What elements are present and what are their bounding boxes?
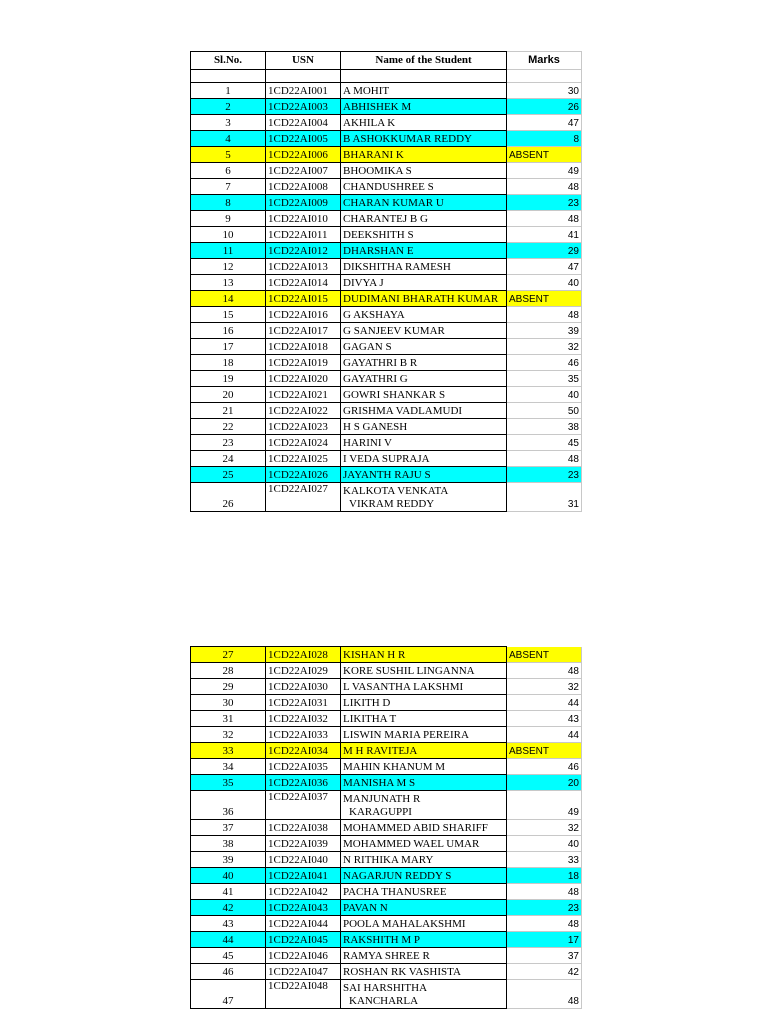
table-row bbox=[191, 259, 582, 275]
table-row bbox=[191, 291, 582, 307]
student-name-cell bbox=[341, 83, 507, 99]
slno-cell: 13 bbox=[191, 275, 266, 291]
marks-cell: 23 bbox=[507, 195, 582, 211]
header-usn: USN bbox=[266, 52, 341, 70]
slno-cell: 43 bbox=[191, 916, 266, 932]
marks-cell: 35 bbox=[507, 371, 582, 387]
student-name-cell bbox=[341, 791, 507, 820]
student-name: PAVAN N bbox=[343, 902, 388, 914]
usn-cell: 1CD22AI016 bbox=[266, 307, 341, 323]
slno-cell: 6 bbox=[191, 163, 266, 179]
slno-cell: 14 bbox=[191, 291, 266, 307]
table-row bbox=[191, 483, 582, 512]
student-name: I VEDA SUPRAJA bbox=[343, 453, 430, 465]
student-name-line2: KARAGUPPI bbox=[349, 806, 412, 818]
usn-cell: 1CD22AI037 bbox=[266, 791, 341, 820]
usn-cell: 1CD22AI005 bbox=[266, 131, 341, 147]
header-marks: Marks bbox=[507, 52, 582, 70]
student-name-cell bbox=[341, 964, 507, 980]
usn-cell: 1CD22AI001 bbox=[266, 83, 341, 99]
usn-cell: 1CD22AI038 bbox=[266, 820, 341, 836]
slno-cell: 23 bbox=[191, 435, 266, 451]
table-row bbox=[191, 948, 582, 964]
student-name-cell bbox=[341, 483, 507, 512]
student-name-cell bbox=[341, 291, 507, 307]
student-name: GOWRI SHANKAR S bbox=[343, 389, 446, 401]
slno-cell: 18 bbox=[191, 355, 266, 371]
table-row bbox=[191, 211, 582, 227]
student-name-cell bbox=[341, 147, 507, 163]
usn-cell: 1CD22AI032 bbox=[266, 711, 341, 727]
header-name: Name of the Student bbox=[341, 52, 507, 70]
marks-cell: ABSENT bbox=[507, 291, 582, 307]
student-name-line2: KANCHARLA bbox=[349, 995, 419, 1007]
marks-cell: 48 bbox=[507, 980, 582, 1009]
table-row bbox=[191, 467, 582, 483]
student-name-cell bbox=[341, 355, 507, 371]
student-name: GAGAN S bbox=[343, 341, 392, 353]
table-row bbox=[191, 339, 582, 355]
table-row bbox=[191, 679, 582, 695]
slno-cell: 45 bbox=[191, 948, 266, 964]
student-name-cell bbox=[341, 836, 507, 852]
table-row bbox=[191, 419, 582, 435]
table-row bbox=[191, 131, 582, 147]
usn-cell: 1CD22AI011 bbox=[266, 227, 341, 243]
slno-cell: 42 bbox=[191, 900, 266, 916]
student-name: KORE SUSHIL LINGANNA bbox=[343, 665, 475, 677]
table-row bbox=[191, 179, 582, 195]
marks-cell: 23 bbox=[507, 467, 582, 483]
student-name: DHARSHAN E bbox=[343, 245, 414, 257]
table-row bbox=[191, 99, 582, 115]
student-name-cell bbox=[341, 387, 507, 403]
student-name: BHOOMIKA S bbox=[343, 165, 412, 177]
table-row bbox=[191, 820, 582, 836]
student-name: POOLA MAHALAKSHMI bbox=[343, 918, 466, 930]
usn-cell: 1CD22AI010 bbox=[266, 211, 341, 227]
table-row bbox=[191, 371, 582, 387]
usn-cell: 1CD22AI012 bbox=[266, 243, 341, 259]
student-name: DUDIMANI BHARATH KUMAR bbox=[343, 293, 499, 305]
marks-cell: 42 bbox=[507, 964, 582, 980]
slno-cell: 4 bbox=[191, 131, 266, 147]
student-name: MANISHA M S bbox=[343, 777, 416, 789]
table-row bbox=[191, 980, 582, 1009]
student-name-line2: VIKRAM REDDY bbox=[349, 498, 435, 510]
slno-cell: 22 bbox=[191, 419, 266, 435]
marks-cell: 41 bbox=[507, 227, 582, 243]
student-name-cell bbox=[341, 663, 507, 679]
student-name-cell bbox=[341, 868, 507, 884]
slno-cell: 31 bbox=[191, 711, 266, 727]
slno-cell: 44 bbox=[191, 932, 266, 948]
marks-cell: 40 bbox=[507, 387, 582, 403]
usn-cell: 1CD22AI021 bbox=[266, 387, 341, 403]
student-name: MOHAMMED ABID SHARIFF bbox=[343, 822, 488, 834]
slno-cell: 46 bbox=[191, 964, 266, 980]
slno-cell: 41 bbox=[191, 884, 266, 900]
marks-cell: 33 bbox=[507, 852, 582, 868]
marks-cell: 18 bbox=[507, 868, 582, 884]
student-name-cell bbox=[341, 339, 507, 355]
marks-cell: 31 bbox=[507, 483, 582, 512]
slno-cell: 8 bbox=[191, 195, 266, 211]
marks-cell: 48 bbox=[507, 451, 582, 467]
slno-cell: 29 bbox=[191, 679, 266, 695]
usn-cell: 1CD22AI003 bbox=[266, 99, 341, 115]
student-name: GRISHMA VADLAMUDI bbox=[343, 405, 463, 417]
table-row bbox=[191, 195, 582, 211]
student-name-cell bbox=[341, 371, 507, 387]
usn-cell: 1CD22AI015 bbox=[266, 291, 341, 307]
table-row bbox=[191, 115, 582, 131]
slno-cell: 15 bbox=[191, 307, 266, 323]
student-name: L VASANTHA LAKSHMI bbox=[343, 681, 464, 693]
marks-cell: 17 bbox=[507, 932, 582, 948]
table-row bbox=[191, 759, 582, 775]
usn-cell: 1CD22AI022 bbox=[266, 403, 341, 419]
marks-cell: 48 bbox=[507, 179, 582, 195]
marks-cell: 32 bbox=[507, 820, 582, 836]
table-row bbox=[191, 663, 582, 679]
student-name-cell bbox=[341, 759, 507, 775]
student-name-cell bbox=[341, 163, 507, 179]
student-name: KISHAN H R bbox=[343, 649, 406, 661]
student-name: H S GANESH bbox=[343, 421, 408, 433]
student-name-cell bbox=[341, 647, 507, 663]
table-row bbox=[191, 403, 582, 419]
marks-cell: 47 bbox=[507, 115, 582, 131]
usn-cell: 1CD22AI020 bbox=[266, 371, 341, 387]
slno-cell: 19 bbox=[191, 371, 266, 387]
student-name: BHARANI K bbox=[343, 149, 404, 161]
marks-cell: 49 bbox=[507, 163, 582, 179]
student-name-cell bbox=[341, 900, 507, 916]
slno-cell: 12 bbox=[191, 259, 266, 275]
table-row bbox=[191, 83, 582, 99]
table-2-rows bbox=[191, 647, 582, 1009]
marks-cell: 32 bbox=[507, 679, 582, 695]
header-row bbox=[191, 52, 582, 70]
marks-cell: 37 bbox=[507, 948, 582, 964]
table-row bbox=[191, 916, 582, 932]
student-name-cell bbox=[341, 211, 507, 227]
table-row bbox=[191, 727, 582, 743]
marks-cell: 40 bbox=[507, 275, 582, 291]
table-row bbox=[191, 355, 582, 371]
student-name: MAHIN KHANUM M bbox=[343, 761, 446, 773]
slno-cell: 32 bbox=[191, 727, 266, 743]
student-name: SAI HARSHITHA bbox=[343, 982, 428, 994]
student-name-cell bbox=[341, 695, 507, 711]
slno-cell: 11 bbox=[191, 243, 266, 259]
usn-cell: 1CD22AI024 bbox=[266, 435, 341, 451]
usn-cell: 1CD22AI040 bbox=[266, 852, 341, 868]
marks-cell: 20 bbox=[507, 775, 582, 791]
marks-cell: 32 bbox=[507, 339, 582, 355]
student-name-cell bbox=[341, 451, 507, 467]
student-name-cell bbox=[341, 131, 507, 147]
marks-cell: 48 bbox=[507, 916, 582, 932]
student-name: MOHAMMED WAEL UMAR bbox=[343, 838, 480, 850]
slno-cell: 3 bbox=[191, 115, 266, 131]
usn-cell: 1CD22AI046 bbox=[266, 948, 341, 964]
student-name-cell bbox=[341, 227, 507, 243]
slno-cell: 20 bbox=[191, 387, 266, 403]
student-name-cell bbox=[341, 275, 507, 291]
marks-cell: 45 bbox=[507, 435, 582, 451]
table-row bbox=[191, 964, 582, 980]
marks-cell: ABSENT bbox=[507, 147, 582, 163]
usn-cell: 1CD22AI019 bbox=[266, 355, 341, 371]
table-row bbox=[191, 791, 582, 820]
student-name-cell bbox=[341, 932, 507, 948]
table-row bbox=[191, 900, 582, 916]
student-name: CHANDUSHREE S bbox=[343, 181, 434, 193]
usn-cell: 1CD22AI017 bbox=[266, 323, 341, 339]
student-name: A MOHIT bbox=[343, 85, 390, 97]
usn-cell: 1CD22AI014 bbox=[266, 275, 341, 291]
usn-cell: 1CD22AI045 bbox=[266, 932, 341, 948]
table-row bbox=[191, 852, 582, 868]
slno-cell: 37 bbox=[191, 820, 266, 836]
usn-cell: 1CD22AI047 bbox=[266, 964, 341, 980]
student-name-cell bbox=[341, 435, 507, 451]
usn-cell: 1CD22AI033 bbox=[266, 727, 341, 743]
table-row bbox=[191, 387, 582, 403]
marks-cell: 48 bbox=[507, 663, 582, 679]
slno-cell: 30 bbox=[191, 695, 266, 711]
usn-cell: 1CD22AI008 bbox=[266, 179, 341, 195]
table-row bbox=[191, 932, 582, 948]
student-name: CHARAN KUMAR U bbox=[343, 197, 444, 209]
slno-cell: 38 bbox=[191, 836, 266, 852]
student-name-cell bbox=[341, 820, 507, 836]
student-name-cell bbox=[341, 99, 507, 115]
marks-cell: 46 bbox=[507, 355, 582, 371]
usn-cell: 1CD22AI025 bbox=[266, 451, 341, 467]
table-row bbox=[191, 884, 582, 900]
student-name: RAKSHITH M P bbox=[343, 934, 421, 946]
usn-cell: 1CD22AI023 bbox=[266, 419, 341, 435]
student-name-cell bbox=[341, 711, 507, 727]
student-name-cell bbox=[341, 852, 507, 868]
student-name-cell bbox=[341, 884, 507, 900]
slno-cell: 17 bbox=[191, 339, 266, 355]
usn-cell: 1CD22AI034 bbox=[266, 743, 341, 759]
slno-cell: 26 bbox=[191, 483, 266, 512]
student-name: KALKOTA VENKATA bbox=[343, 485, 449, 497]
student-name: ABHISHEK M bbox=[343, 101, 412, 113]
table-row bbox=[191, 695, 582, 711]
student-name-cell bbox=[341, 179, 507, 195]
student-name-cell bbox=[341, 307, 507, 323]
marks-cell: 49 bbox=[507, 791, 582, 820]
table-row bbox=[191, 743, 582, 759]
student-name: GAYATHRI G bbox=[343, 373, 408, 385]
marks-cell: 29 bbox=[507, 243, 582, 259]
usn-cell: 1CD22AI048 bbox=[266, 980, 341, 1009]
table-row bbox=[191, 711, 582, 727]
student-name: LIKITH D bbox=[343, 697, 391, 709]
marks-cell: 50 bbox=[507, 403, 582, 419]
usn-cell: 1CD22AI013 bbox=[266, 259, 341, 275]
student-name: CHARANTEJ B G bbox=[343, 213, 428, 225]
usn-cell: 1CD22AI036 bbox=[266, 775, 341, 791]
slno-cell: 7 bbox=[191, 179, 266, 195]
usn-cell: 1CD22AI044 bbox=[266, 916, 341, 932]
student-name: N RITHIKA MARY bbox=[343, 854, 434, 866]
slno-cell: 24 bbox=[191, 451, 266, 467]
student-name: JAYANTH RAJU S bbox=[343, 469, 431, 481]
usn-cell: 1CD22AI028 bbox=[266, 647, 341, 663]
marks-table-2 bbox=[190, 646, 582, 1009]
marks-cell: 44 bbox=[507, 695, 582, 711]
slno-cell: 39 bbox=[191, 852, 266, 868]
slno-cell: 40 bbox=[191, 868, 266, 884]
usn-cell: 1CD22AI027 bbox=[266, 483, 341, 512]
student-name: GAYATHRI B R bbox=[343, 357, 418, 369]
marks-cell: 44 bbox=[507, 727, 582, 743]
student-name-cell bbox=[341, 403, 507, 419]
usn-cell: 1CD22AI026 bbox=[266, 467, 341, 483]
usn-cell: 1CD22AI043 bbox=[266, 900, 341, 916]
table-row bbox=[191, 647, 582, 663]
table-row bbox=[191, 868, 582, 884]
student-name-cell bbox=[341, 195, 507, 211]
marks-cell: 40 bbox=[507, 836, 582, 852]
student-name-cell bbox=[341, 948, 507, 964]
slno-cell: 47 bbox=[191, 980, 266, 1009]
student-name-cell bbox=[341, 679, 507, 695]
student-name: G AKSHAYA bbox=[343, 309, 405, 321]
student-name-cell bbox=[341, 259, 507, 275]
student-name: B ASHOKKUMAR REDDY bbox=[343, 133, 472, 145]
student-name-cell bbox=[341, 916, 507, 932]
student-name: DEEKSHITH S bbox=[343, 229, 414, 241]
marks-table-1 bbox=[190, 51, 582, 512]
usn-cell: 1CD22AI007 bbox=[266, 163, 341, 179]
student-name: HARINI V bbox=[343, 437, 392, 449]
header-slno: Sl.No. bbox=[191, 52, 266, 70]
slno-cell: 1 bbox=[191, 83, 266, 99]
student-name: MANJUNATH R bbox=[343, 793, 421, 805]
marks-cell: 48 bbox=[507, 211, 582, 227]
slno-cell: 16 bbox=[191, 323, 266, 339]
student-name: DIKSHITHA RAMESH bbox=[343, 261, 451, 273]
table-row bbox=[191, 243, 582, 259]
marks-cell: 46 bbox=[507, 759, 582, 775]
student-name: LIKITHA T bbox=[343, 713, 397, 725]
student-name: AKHILA K bbox=[343, 117, 396, 129]
usn-cell: 1CD22AI030 bbox=[266, 679, 341, 695]
marks-cell: 23 bbox=[507, 900, 582, 916]
student-name: M H RAVITEJA bbox=[343, 745, 418, 757]
table-row bbox=[191, 775, 582, 791]
slno-cell: 9 bbox=[191, 211, 266, 227]
marks-cell: 43 bbox=[507, 711, 582, 727]
marks-cell: 30 bbox=[507, 83, 582, 99]
student-name: DIVYA J bbox=[343, 277, 384, 289]
student-name: NAGARJUN REDDY S bbox=[343, 870, 452, 882]
usn-cell: 1CD22AI035 bbox=[266, 759, 341, 775]
usn-cell: 1CD22AI006 bbox=[266, 147, 341, 163]
student-name: LISWIN MARIA PEREIRA bbox=[343, 729, 469, 741]
table-row bbox=[191, 451, 582, 467]
usn-cell: 1CD22AI042 bbox=[266, 884, 341, 900]
table-1-rows bbox=[191, 83, 582, 512]
table-row bbox=[191, 323, 582, 339]
slno-cell: 28 bbox=[191, 663, 266, 679]
slno-cell: 27 bbox=[191, 647, 266, 663]
marks-cell: 47 bbox=[507, 259, 582, 275]
table-row bbox=[191, 275, 582, 291]
usn-cell: 1CD22AI018 bbox=[266, 339, 341, 355]
student-name-cell bbox=[341, 980, 507, 1009]
usn-cell: 1CD22AI041 bbox=[266, 868, 341, 884]
student-name-cell bbox=[341, 727, 507, 743]
student-name-cell bbox=[341, 323, 507, 339]
student-name-cell bbox=[341, 467, 507, 483]
slno-cell: 2 bbox=[191, 99, 266, 115]
student-name-cell bbox=[341, 243, 507, 259]
marks-cell: 39 bbox=[507, 323, 582, 339]
slno-cell: 33 bbox=[191, 743, 266, 759]
blank-row bbox=[191, 70, 582, 83]
slno-cell: 21 bbox=[191, 403, 266, 419]
marks-cell: 48 bbox=[507, 307, 582, 323]
student-name: PACHA THANUSREE bbox=[343, 886, 447, 898]
table-row bbox=[191, 227, 582, 243]
student-name-cell bbox=[341, 743, 507, 759]
marks-cell: 26 bbox=[507, 99, 582, 115]
table-row bbox=[191, 435, 582, 451]
marks-cell: 48 bbox=[507, 884, 582, 900]
marks-cell: ABSENT bbox=[507, 647, 582, 663]
student-name: ROSHAN RK VASHISTA bbox=[343, 966, 461, 978]
usn-cell: 1CD22AI004 bbox=[266, 115, 341, 131]
marks-cell: 38 bbox=[507, 419, 582, 435]
usn-cell: 1CD22AI031 bbox=[266, 695, 341, 711]
table-row bbox=[191, 307, 582, 323]
slno-cell: 35 bbox=[191, 775, 266, 791]
usn-cell: 1CD22AI009 bbox=[266, 195, 341, 211]
student-name-cell bbox=[341, 115, 507, 131]
student-name-cell bbox=[341, 419, 507, 435]
usn-cell: 1CD22AI039 bbox=[266, 836, 341, 852]
table-row bbox=[191, 147, 582, 163]
slno-cell: 25 bbox=[191, 467, 266, 483]
table-row bbox=[191, 836, 582, 852]
marks-cell: ABSENT bbox=[507, 743, 582, 759]
student-name-cell bbox=[341, 775, 507, 791]
slno-cell: 5 bbox=[191, 147, 266, 163]
marks-cell: 8 bbox=[507, 131, 582, 147]
slno-cell: 36 bbox=[191, 791, 266, 820]
slno-cell: 34 bbox=[191, 759, 266, 775]
usn-cell: 1CD22AI029 bbox=[266, 663, 341, 679]
student-name: G SANJEEV KUMAR bbox=[343, 325, 445, 337]
student-name: RAMYA SHREE R bbox=[343, 950, 430, 962]
slno-cell: 10 bbox=[191, 227, 266, 243]
table-row bbox=[191, 163, 582, 179]
